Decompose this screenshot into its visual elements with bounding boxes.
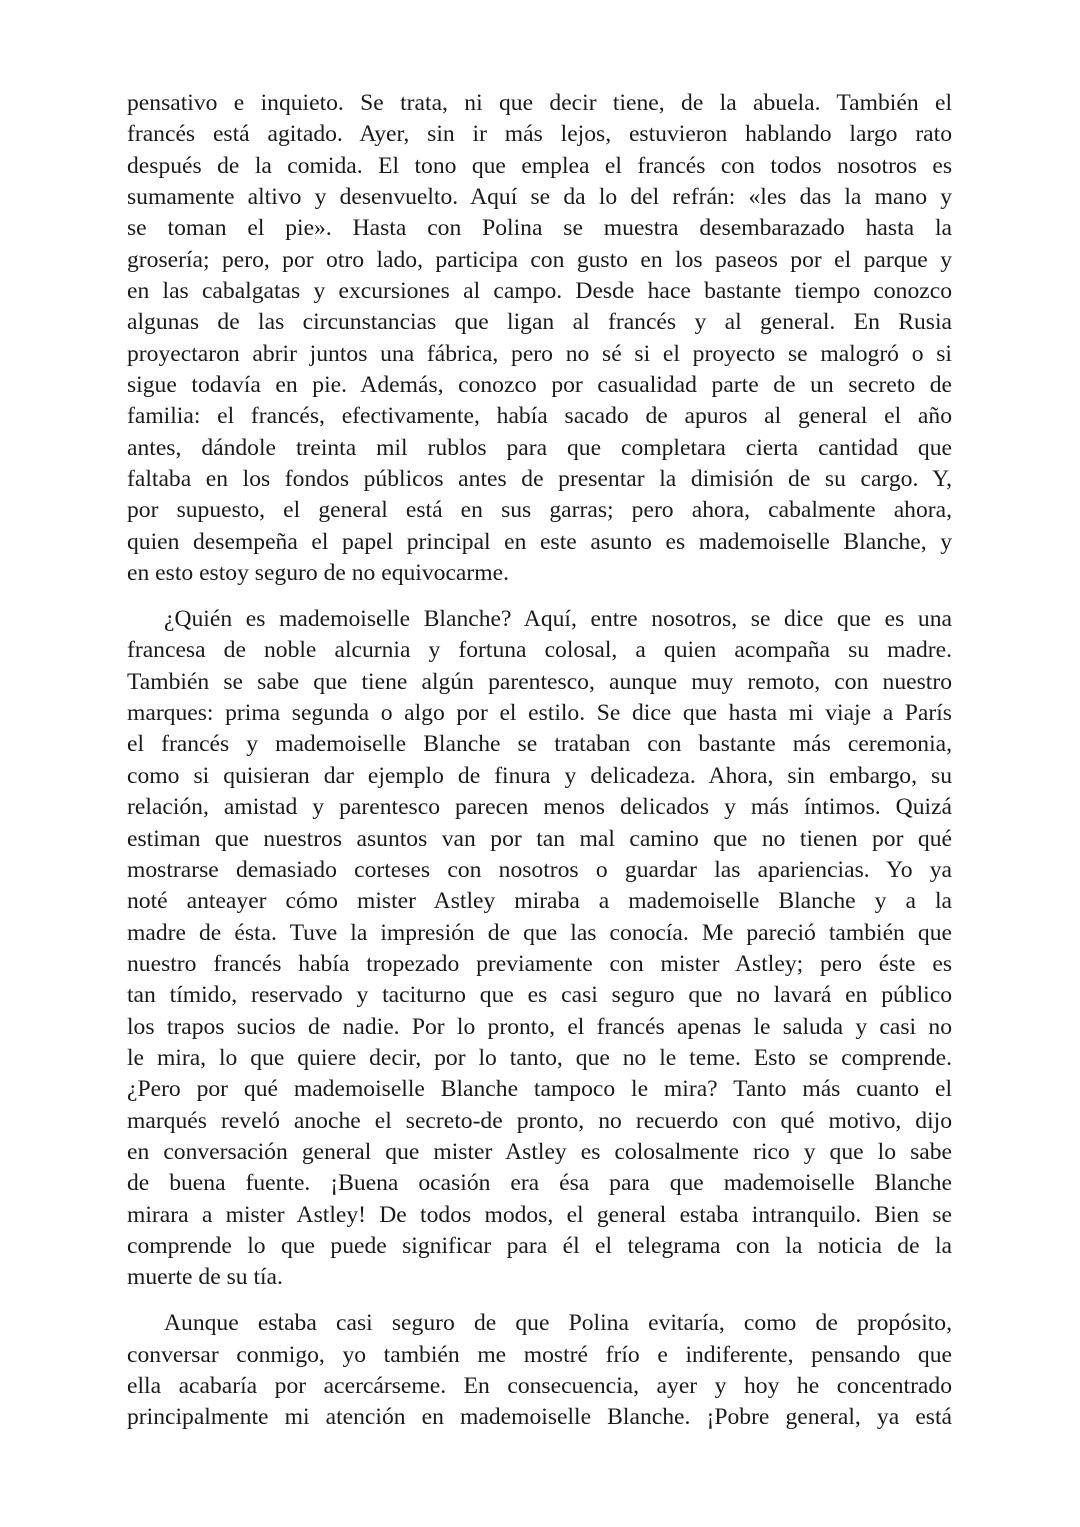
text-line: se toman el pie». Hasta con Polina se muestra desembarazado hasta la: [127, 215, 952, 242]
text-line: pensativo e inquieto. Se trata, ni que decir tiene, de la abuela. También el: [127, 90, 952, 116]
text-line: muerte de su tía.: [127, 1264, 283, 1291]
text-line: marques: prima segunda o algo por el estilo. Se dice que hasta mi viaje a París: [127, 700, 952, 727]
text-line: noté anteayer cómo mister Astley miraba a mademoiselle Blanche y a la: [127, 888, 952, 915]
text-line: familia: el francés, efectivamente, había sacado de apuros al general el año: [127, 403, 952, 430]
text-line: ella acabaría por acercárseme. En consecuencia, ayer y hoy he concentrado: [127, 1372, 952, 1399]
text-line: los trapos sucios de nadie. Por lo pronto, el francés apenas le saluda y casi no: [127, 1013, 952, 1040]
text-line: grosería; pero, por otro lado, participa con gusto en los paseos por el parque y: [127, 246, 952, 273]
text-line: de buena fuente. ¡Buena ocasión era ésa para que mademoiselle Blanche: [127, 1170, 952, 1197]
text-line: nuestro francés había tropezado previamente con mister Astley; pero éste es: [127, 950, 952, 977]
text-line: conversar conmigo, yo también me mostré frío e indiferente, pensando que: [127, 1341, 952, 1368]
text-line: mostrarse demasiado corteses con nosotros o guardar las apariencias. Yo ya: [127, 856, 952, 883]
text-line: ¿Quién es mademoiselle Blanche? Aquí, entre nosotros, se dice que es una: [164, 606, 952, 633]
text-line: por supuesto, el general está en sus garras; pero ahora, cabalmente ahora,: [127, 497, 952, 524]
text-line: Aunque estaba casi seguro de que Polina evitaría, como de propósito,: [164, 1310, 952, 1337]
text-line: madre de ésta. Tuve la impresión de que las conocía. Me pareció también que: [127, 919, 952, 946]
text-line: en conversación general que mister Astley es colosalmente rico y que lo sabe: [127, 1138, 952, 1165]
text-line: tan tímido, reservado y taciturno que es casi seguro que no lavará en público: [127, 982, 952, 1009]
text-line: quien desempeña el papel principal en este asunto es mademoiselle Blanche, y: [127, 528, 952, 555]
text-line: relación, amistad y parentesco parecen menos delicados y más íntimos. Quizá: [127, 794, 952, 821]
text-line: sumamente altivo y desenvuelto. Aquí se da lo del refrán: «les das la mano y: [127, 184, 952, 211]
text-line: faltaba en los fondos públicos antes de presentar la dimisión de su cargo. Y,: [127, 466, 952, 493]
text-line: marqués reveló anoche el secreto-de pronto, no recuerdo con qué motivo, dijo: [127, 1107, 952, 1134]
text-line: en esto estoy seguro de no equivocarme.: [127, 560, 509, 587]
text-line: proyectaron abrir juntos una fábrica, pero no sé si el proyecto se malogró o si: [127, 340, 952, 367]
text-line: ¿Pero por qué mademoiselle Blanche tampoco le mira? Tanto más cuanto el: [127, 1076, 952, 1103]
text-line: el francés y mademoiselle Blanche se trataban con bastante más ceremonia,: [127, 731, 952, 758]
text-line: algunas de las circunstancias que ligan al francés y al general. En Rusia: [127, 309, 952, 336]
text-line: antes, dándole treinta mil rublos para que completara cierta cantidad que: [127, 434, 952, 461]
text-line: francesa de noble alcurnia y fortuna colosal, a quien acompaña su madre.: [127, 637, 952, 664]
text-line: También se sabe que tiene algún parentesco, aunque muy remoto, con nuestro: [127, 668, 952, 695]
text-line: en las cabalgatas y excursiones al campo. Desde hace bastante tiempo conozco: [127, 278, 952, 305]
text-line: como si quisieran dar ejemplo de finura y delicadeza. Ahora, sin embargo, su: [127, 762, 952, 789]
paragraph: [127, 88, 952, 590]
text-line: le mira, lo que quiere decir, por lo tanto, que no le teme. Esto se comprende.: [127, 1044, 952, 1071]
text-line: francés está agitado. Ayer, sin ir más lejos, estuvieron hablando largo rato: [127, 121, 952, 148]
text-line: principalmente mi atención en mademoiselle Blanche. ¡Pobre general, ya está: [127, 1404, 952, 1431]
text-line: mirara a mister Astley! De todos modos, el general estaba intranquilo. Bien se: [127, 1201, 952, 1228]
text-line: comprende lo que puede significar para él el telegrama con la noticia de la: [127, 1232, 952, 1259]
text-line: estiman que nuestros asuntos van por tan mal camino que no tienen por qué: [127, 825, 952, 852]
document-page: [127, 88, 952, 1448]
paragraph: [127, 1308, 952, 1433]
text-line: después de la comida. El tono que emplea el francés con todos nosotros es: [127, 152, 952, 179]
paragraph: [127, 604, 952, 1294]
text-line: sigue todavía en pie. Además, conozco por casualidad parte de un secreto de: [127, 372, 952, 399]
